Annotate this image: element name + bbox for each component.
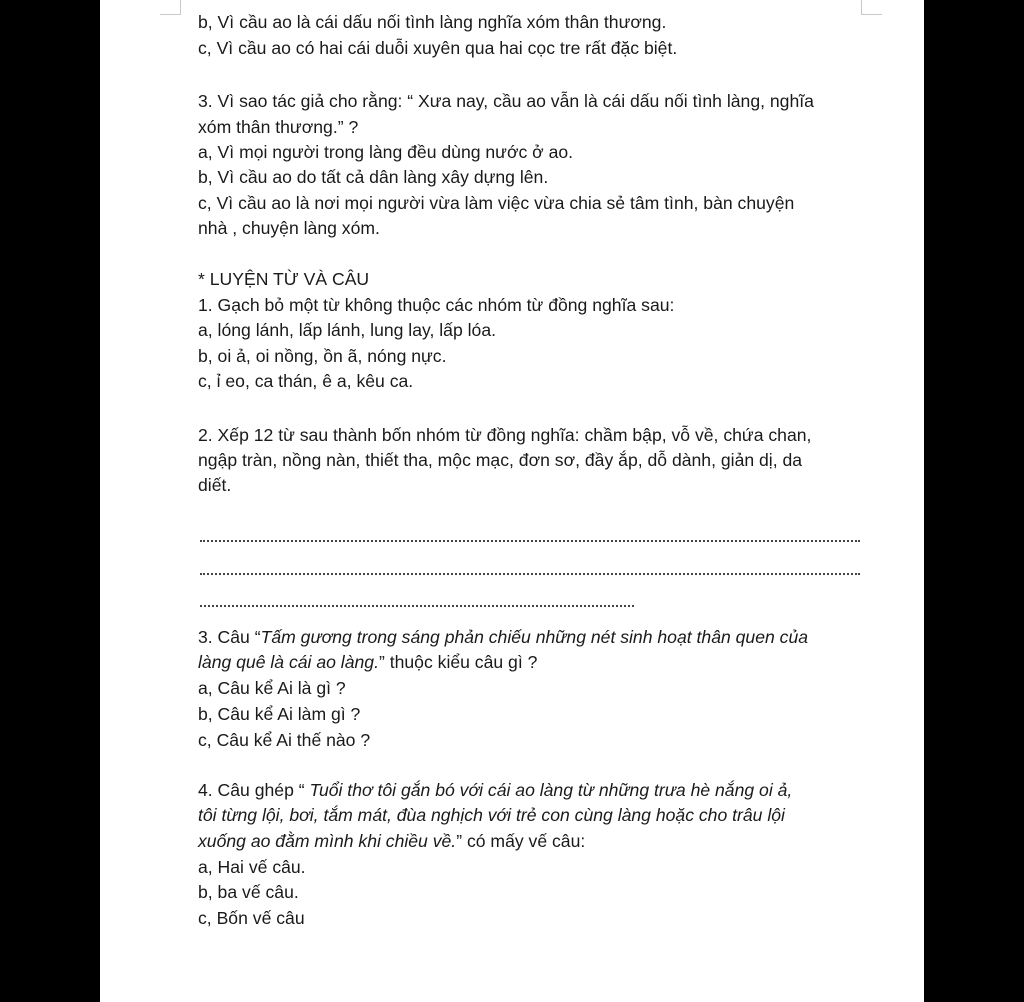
- text-segment: a, lóng lánh, lấp lánh, lung lay, lấp lóa.: [198, 320, 497, 340]
- text-line: [198, 318, 496, 343]
- text-segment: c, ỉ eo, ca thán, ê a, kêu ca.: [198, 371, 414, 391]
- text-line: [198, 10, 666, 35]
- text-line: [198, 369, 413, 394]
- italic-text: Tấm gương trong sáng phản chiếu những nét sinh hoạt thân quen của: [260, 627, 809, 647]
- italic-text: Tuổi thơ tôi gắn bó với cái ao làng từ những trưa hè nắng oi ả,: [309, 780, 793, 800]
- text-line: [198, 829, 585, 854]
- text-segment: * LUYỆN TỪ VÀ CÂU: [198, 269, 370, 289]
- answer-dotted-line: [200, 605, 634, 607]
- text-line: [198, 855, 306, 880]
- page-corner-marker-right: [861, 0, 882, 15]
- text-line: [198, 423, 811, 448]
- text-segment: c, Vì cầu ao là nơi mọi người vừa làm việc vừa chia sẻ tâm tình, bàn chuyện: [198, 193, 795, 213]
- text-line: [198, 906, 305, 931]
- text-line: [198, 36, 677, 61]
- text-segment: 4. Câu ghép “: [198, 780, 310, 800]
- text-line: [198, 448, 802, 473]
- text-line: [198, 803, 785, 828]
- italic-text: tôi từng lội, bơi, tắm mát, đùa nghịch với trẻ con cùng làng hoặc cho trâu lội: [198, 805, 785, 825]
- text-segment: diết.: [198, 475, 232, 495]
- text-segment: a, Câu kể Ai là gì ?: [198, 678, 346, 698]
- text-segment: b, Câu kể Ai làm gì ?: [198, 704, 361, 724]
- text-segment: 3. Vì sao tác giả cho rằng: “ Xưa nay, cầu ao vẫn là cái dấu nối tình làng, nghĩa: [198, 91, 814, 111]
- text-line: [198, 344, 447, 369]
- text-line: [198, 473, 231, 498]
- text-segment: nhà , chuyện làng xóm.: [198, 218, 380, 238]
- italic-text: xuống ao đằm mình khi chiều về.: [198, 831, 457, 851]
- text-segment: 2. Xếp 12 từ sau thành bốn nhóm từ đồng nghĩa: chầm bập, vỗ về, chứa chan,: [198, 425, 812, 445]
- text-segment: b, oi ả, oi nồng, ồn ã, nóng nực.: [198, 346, 447, 366]
- text-segment: b, Vì cầu ao là cái dấu nối tình làng nghĩa xóm thân thương.: [198, 12, 667, 32]
- text-line: [198, 293, 674, 318]
- text-line: [198, 191, 794, 216]
- text-line: [198, 89, 814, 114]
- answer-dotted-line: [200, 573, 860, 575]
- text-line: [198, 676, 346, 701]
- page-corner-marker-left: [160, 0, 181, 15]
- document-page: [100, 0, 924, 1002]
- text-segment: c, Bốn vế câu: [198, 908, 305, 928]
- text-line: [198, 778, 792, 803]
- text-segment: a, Hai vế câu.: [198, 857, 306, 877]
- text-segment: xóm thân thương.” ?: [198, 117, 359, 137]
- text-segment: c, Câu kể Ai thế nào ?: [198, 730, 371, 750]
- text-line: [198, 115, 358, 140]
- text-segment: c, Vì cầu ao có hai cái duỗi xuyên qua hai cọc tre rất đặc biệt.: [198, 38, 678, 58]
- text-segment: ” thuộc kiểu câu gì ?: [378, 652, 538, 672]
- text-segment: b, ba vế câu.: [198, 882, 299, 902]
- text-segment: b, Vì cầu ao do tất cả dân làng xây dựng lên.: [198, 167, 549, 187]
- text-segment: 3. Câu “: [198, 627, 261, 647]
- text-segment: a, Vì mọi người trong làng đều dùng nước ở ao.: [198, 142, 574, 162]
- text-line: [198, 702, 360, 727]
- section-heading: [198, 267, 369, 292]
- text-line: [198, 165, 548, 190]
- text-line: [198, 880, 299, 905]
- text-line: [198, 216, 380, 241]
- text-line: [198, 625, 808, 650]
- answer-dotted-line: [200, 540, 860, 542]
- text-segment: 1. Gạch bỏ một từ không thuộc các nhóm từ đồng nghĩa sau:: [198, 295, 675, 315]
- text-segment: ngập tràn, nồng nàn, thiết tha, mộc mạc, đơn sơ, đầy ắp, dỗ dành, giản dị, da: [198, 450, 803, 470]
- text-segment: ” có mấy vế câu:: [456, 831, 586, 851]
- italic-text: làng quê là cái ao làng.: [198, 652, 379, 672]
- text-line: [198, 650, 537, 675]
- text-line: [198, 728, 370, 753]
- text-line: [198, 140, 573, 165]
